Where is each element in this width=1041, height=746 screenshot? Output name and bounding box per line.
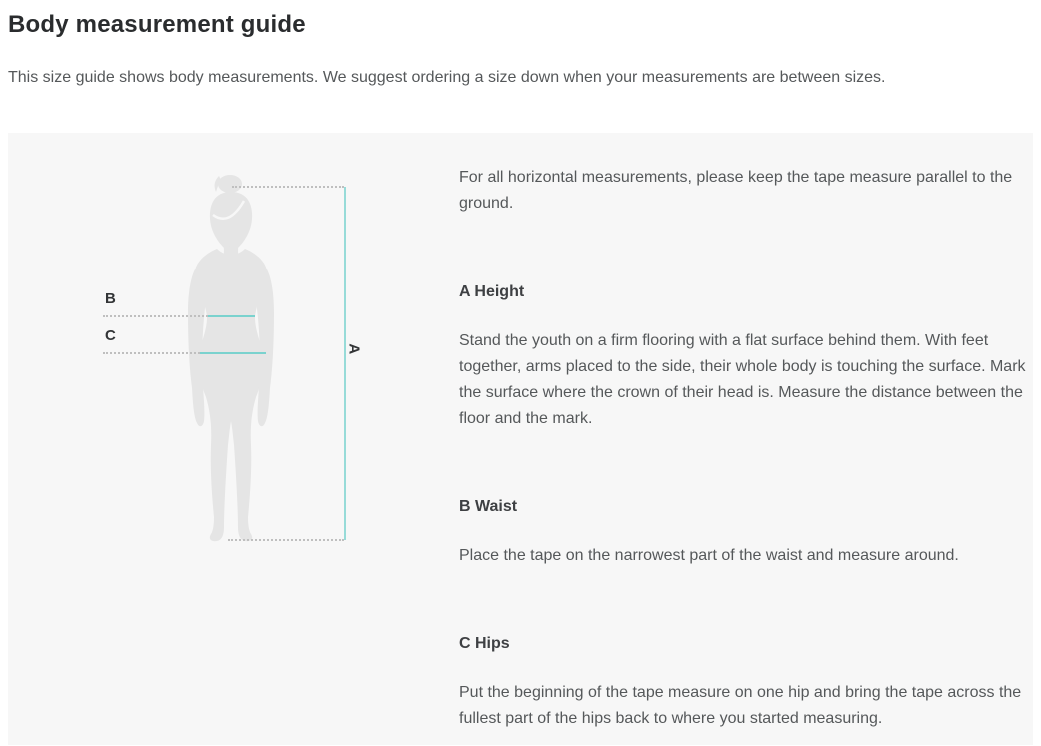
hair-bun [218, 175, 242, 193]
section-body-hips: Put the beginning of the tape measure on one hip and bring the tape across the fullest part of the hips back to where you started measuring. [459, 684, 1022, 727]
height-leader-top-dotted [232, 186, 344, 188]
hips-label-c: C [105, 327, 117, 344]
instructions-column [459, 133, 1026, 732]
waist-measure-line [208, 315, 255, 317]
waist-label-b: B [105, 290, 117, 307]
section-hips [459, 634, 1026, 732]
hips-leader-dotted [103, 352, 200, 354]
height-label-a: A [345, 343, 363, 355]
height-measure-line [344, 187, 346, 540]
intro-text: This size guide shows body measurements. We suggest ordering a size down when your measurements are between sizes. [8, 69, 886, 86]
page-header [0, 0, 1041, 87]
page-title: Body measurement guide [8, 11, 306, 38]
waist-leader-dotted [103, 315, 208, 317]
section-height [459, 282, 1026, 432]
section-body-height: Stand the youth on a firm flooring with a flat surface behind them. With feet together, arms placed to the side, their whole body is touching the surface. Mark the surface where the crown of their head is. Measure the distance between the floor and the mark. [459, 332, 1026, 427]
hips-measure-line [200, 352, 266, 354]
section-heading-hips: C Hips [459, 635, 510, 652]
height-leader-bottom-dotted [228, 539, 344, 541]
measurement-note: For all horizontal measurements, please keep the tape measure parallel to the ground. [459, 169, 1013, 212]
section-heading-waist: B Waist [459, 498, 518, 515]
section-body-waist: Place the tape on the narrowest part of the waist and measure around. [459, 547, 959, 564]
section-waist [459, 497, 1026, 569]
youth-silhouette-figure [173, 173, 293, 543]
measurement-guide-panel [8, 133, 1033, 745]
section-heading-height: A Height [459, 283, 525, 300]
body-diagram [8, 133, 458, 745]
head [210, 192, 252, 250]
